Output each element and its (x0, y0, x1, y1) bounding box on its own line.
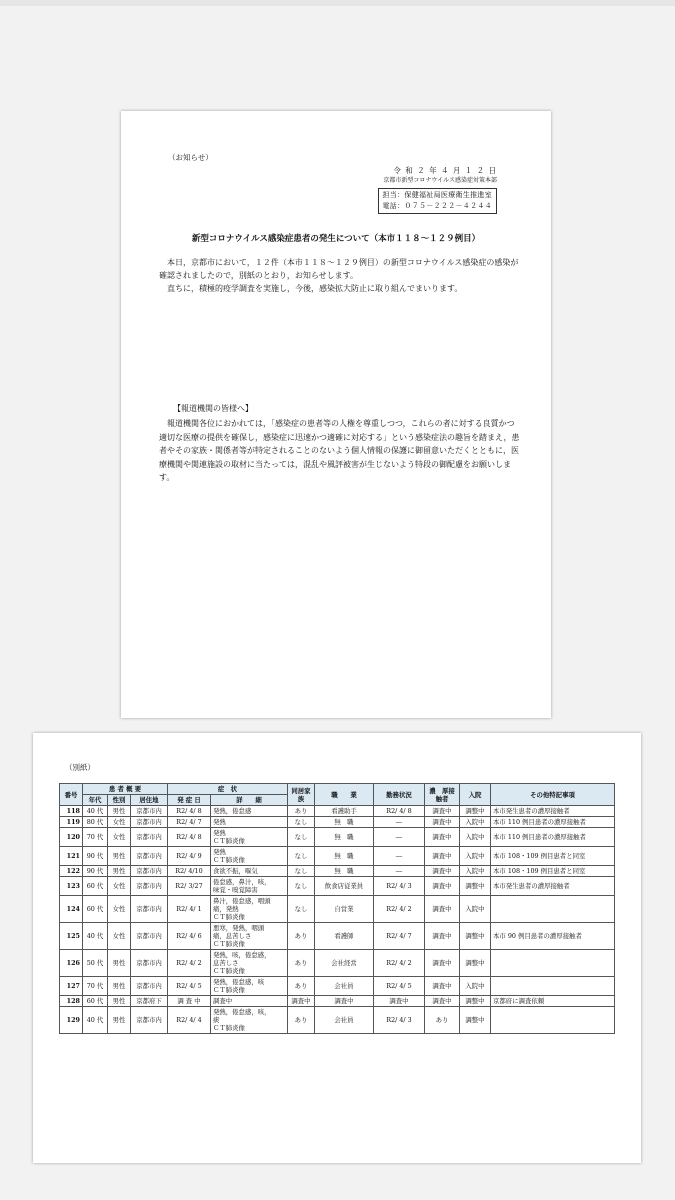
row-contact: 調査中 (425, 828, 460, 847)
header-detail: 詳 細 (211, 795, 288, 806)
row-residence: 京都市内 (131, 877, 168, 896)
row-residence: 京都市内 (131, 977, 168, 996)
row-residence: 京都市内 (131, 866, 168, 877)
header-contact: 濃 厚接触者 (425, 784, 460, 806)
row-age: 70 代 (83, 977, 108, 996)
row-sex: 男性 (108, 996, 131, 1007)
row-notes (491, 950, 615, 977)
row-symptoms: 発熱 (211, 817, 288, 828)
row-notes: 本市 110 例目患者の濃厚接触者 (491, 828, 615, 847)
row-job: 会社員 (315, 977, 374, 996)
row-onset: R2/ 4/ 6 (168, 923, 211, 950)
row-hospital: 調整中 (460, 923, 491, 950)
row-work: R2/ 4/ 2 (374, 896, 425, 923)
row-number: 123 (60, 877, 83, 896)
row-onset: R2/ 4/ 9 (168, 847, 211, 866)
row-family: なし (288, 847, 315, 866)
row-onset: R2/ 4/ 8 (168, 806, 211, 817)
row-job: 飲食店従業員 (315, 877, 374, 896)
row-number: 126 (60, 950, 83, 977)
row-family: なし (288, 896, 315, 923)
row-contact: 調査中 (425, 996, 460, 1007)
row-symptoms: 発熱，咳，倦怠感， 息苦しさ ＣＴ肺炎像 (211, 950, 288, 977)
row-hospital: 入院中 (460, 847, 491, 866)
media-heading: 【報道機関の皆様へ】 (173, 404, 253, 413)
row-job: 会社経営 (315, 950, 374, 977)
row-sex: 男性 (108, 950, 131, 977)
table-row (60, 877, 615, 896)
row-work: R2/ 4/ 3 (374, 877, 425, 896)
row-family: なし (288, 866, 315, 877)
table-row (60, 817, 615, 828)
row-family: あり (288, 923, 315, 950)
row-number: 122 (60, 866, 83, 877)
row-work: R2/ 4/ 7 (374, 923, 425, 950)
row-sex: 男性 (108, 977, 131, 996)
body-paragraph: 本日，京都市において，１２件（本市１１８～１２９例目）の新型コロナウイルス感染症の感染が確認されましたので，別紙のとおり，お知らせします。 (159, 258, 519, 280)
row-family: 調査中 (288, 996, 315, 1007)
row-symptoms: 調査中 (211, 996, 288, 1007)
row-work: ― (374, 817, 425, 828)
document-title: 新型コロナウイルス感染症患者の発生について（本市１１８～１２９例目） (191, 234, 481, 244)
header-no: 番号 (60, 784, 83, 806)
header-age: 年代 (83, 795, 108, 806)
row-job: 会社員 (315, 1007, 374, 1034)
row-symptoms: 倦怠感，鼻汁，咳， 味覚・嗅覚障害 (211, 877, 288, 896)
row-job: 自営業 (315, 896, 374, 923)
table-row (60, 896, 615, 923)
row-number: 118 (60, 806, 83, 817)
row-symptoms: 発熱 ＣＴ肺炎像 (211, 847, 288, 866)
row-contact: 調査中 (425, 977, 460, 996)
row-family: なし (288, 817, 315, 828)
row-number: 124 (60, 896, 83, 923)
media-notice (159, 417, 521, 485)
row-job: 調査中 (315, 996, 374, 1007)
row-notes: 本市発生患者の濃厚接触者 (491, 806, 615, 817)
header-hospital: 入院 (460, 784, 491, 806)
row-contact: 調査中 (425, 950, 460, 977)
body-text (159, 256, 519, 295)
row-job: 無 職 (315, 847, 374, 866)
row-job: 無 職 (315, 817, 374, 828)
table-row (60, 977, 615, 996)
row-contact: 調査中 (425, 817, 460, 828)
row-sex: 女性 (108, 923, 131, 950)
header-sex: 性別 (108, 795, 131, 806)
patient-table (59, 783, 615, 1034)
row-sex: 男性 (108, 1007, 131, 1034)
issuer-org: 京都市新型コロナウイルス感染症対策本部 (383, 177, 497, 184)
row-notes (491, 896, 615, 923)
row-notes (491, 1007, 615, 1034)
body-paragraph: 直ちに，積極的疫学調査を実施し，今後，感染拡大防止に取り組んでまいります。 (167, 284, 463, 293)
row-residence: 京都市内 (131, 817, 168, 828)
header-residence: 居住地 (131, 795, 168, 806)
row-number: 119 (60, 817, 83, 828)
row-onset: R2/ 4/10 (168, 866, 211, 877)
row-job: 看護助手 (315, 806, 374, 817)
contact-department: 担当：保健福祉局医療衛生推進室 (382, 191, 492, 199)
table-row (60, 847, 615, 866)
row-symptoms: 鼻汁，倦怠感，咽頭 痛，発熱 ＣＴ肺炎像 (211, 896, 288, 923)
row-age: 40 代 (83, 806, 108, 817)
row-residence: 京都府下 (131, 996, 168, 1007)
row-job: 看護師 (315, 923, 374, 950)
contact-box (378, 188, 498, 214)
header-symptoms: 症 状 (168, 784, 288, 795)
row-age: 60 代 (83, 996, 108, 1007)
table-row (60, 923, 615, 950)
row-residence: 京都市内 (131, 1007, 168, 1034)
row-contact: 調査中 (425, 847, 460, 866)
row-number: 120 (60, 828, 83, 847)
table-row (60, 828, 615, 847)
row-contact: 調査中 (425, 923, 460, 950)
row-onset: 調 査 中 (168, 996, 211, 1007)
row-work: 調査中 (374, 996, 425, 1007)
row-contact: 調査中 (425, 896, 460, 923)
viewer-top-bar (0, 0, 675, 6)
row-symptoms: 食欲不振，嘔気 (211, 866, 288, 877)
row-residence: 京都市内 (131, 950, 168, 977)
row-work: R2/ 4/ 5 (374, 977, 425, 996)
row-sex: 女性 (108, 896, 131, 923)
row-onset: R2/ 4/ 4 (168, 1007, 211, 1034)
row-residence: 京都市内 (131, 828, 168, 847)
header-job: 職 業 (315, 784, 374, 806)
row-notes: 本市 110 例目患者の濃厚接触者 (491, 817, 615, 828)
table-row (60, 996, 615, 1007)
row-number: 121 (60, 847, 83, 866)
issuer-block (347, 166, 497, 214)
row-sex: 男性 (108, 866, 131, 877)
row-work: R2/ 4/ 2 (374, 950, 425, 977)
row-contact: あり (425, 1007, 460, 1034)
row-work: ― (374, 847, 425, 866)
row-work: R2/ 4/ 3 (374, 1007, 425, 1034)
row-number: 127 (60, 977, 83, 996)
row-family: あり (288, 806, 315, 817)
row-notes: 本市発生患者の濃厚接触者 (491, 877, 615, 896)
row-onset: R2/ 4/ 5 (168, 977, 211, 996)
row-contact: 調査中 (425, 806, 460, 817)
row-notes: 本市 90 例目患者の濃厚接触者 (491, 923, 615, 950)
row-onset: R2/ 4/ 1 (168, 896, 211, 923)
notice-label: （お知らせ） (168, 153, 213, 162)
annex-label: （別紙） (65, 763, 95, 772)
row-family: あり (288, 1007, 315, 1034)
row-residence: 京都市内 (131, 896, 168, 923)
row-age: 40 代 (83, 1007, 108, 1034)
row-hospital: 入院中 (460, 828, 491, 847)
row-notes: 京都府に調査依頼 (491, 996, 615, 1007)
row-symptoms: 発熱，倦怠感 (211, 806, 288, 817)
row-symptoms: 発熱，倦怠感，咳 ＣＴ肺炎像 (211, 977, 288, 996)
table-row (60, 866, 615, 877)
header-family: 同居家族 (288, 784, 315, 806)
row-age: 70 代 (83, 828, 108, 847)
header-patient-summary: 患 者 概 要 (83, 784, 168, 795)
row-hospital: 調整中 (460, 996, 491, 1007)
row-sex: 女性 (108, 877, 131, 896)
row-hospital: 調整中 (460, 877, 491, 896)
row-age: 60 代 (83, 896, 108, 923)
header-onset: 発 症 日 (168, 795, 211, 806)
row-hospital: 調整中 (460, 1007, 491, 1034)
row-hospital: 調整中 (460, 950, 491, 977)
row-onset: R2/ 4/ 7 (168, 817, 211, 828)
table-row (60, 806, 615, 817)
row-notes: 本市 108・109 例目患者と同室 (491, 847, 615, 866)
row-work: ― (374, 866, 425, 877)
contact-phone: 電話：０７５－２２２－４２４４ (382, 202, 492, 210)
row-hospital: 調整中 (460, 806, 491, 817)
row-job: 無 職 (315, 866, 374, 877)
row-symptoms: 悪寒，発熱，咽頭 痛，息苦しさ ＣＴ肺炎像 (211, 923, 288, 950)
header-notes: その他特記事項 (491, 784, 615, 806)
document-page-2 (33, 733, 641, 1163)
table-row (60, 1007, 615, 1034)
row-family: あり (288, 950, 315, 977)
row-age: 50 代 (83, 950, 108, 977)
row-family: なし (288, 828, 315, 847)
row-hospital: 入院中 (460, 977, 491, 996)
row-symptoms: 発熱，倦怠感，咳， 痰 ＣＴ肺炎像 (211, 1007, 288, 1034)
issue-date: 令 和 ２ 年 ４ 月 １ ２ 日 (393, 166, 497, 175)
row-hospital: 入院中 (460, 817, 491, 828)
row-onset: R2/ 4/ 8 (168, 828, 211, 847)
row-age: 90 代 (83, 847, 108, 866)
row-residence: 京都市内 (131, 847, 168, 866)
row-symptoms: 発熱 ＣＴ肺炎像 (211, 828, 288, 847)
document-page-1 (121, 111, 551, 718)
row-hospital: 入院中 (460, 896, 491, 923)
row-contact: 調査中 (425, 877, 460, 896)
row-age: 80 代 (83, 817, 108, 828)
row-sex: 女性 (108, 828, 131, 847)
media-paragraph: 報道機関各位におかれては，「感染症の患者等の人権を尊重しつつ，これらの者に対する良質かつ適切な医療の提供を確保し，感染症に迅速かつ適確に対応する」という感染症法の趣旨を踏まえ，患者やその家族・関係者等が特定されることのないよう個人情報の保護に御留意いただくとともに，医療機関や関連施設の取材に当たっては，混乱や風評被害が生じないよう特段の御配慮をお願いします。 (159, 419, 520, 482)
row-residence: 京都市内 (131, 806, 168, 817)
row-number: 125 (60, 923, 83, 950)
row-notes (491, 977, 615, 996)
row-sex: 男性 (108, 806, 131, 817)
row-work: ― (374, 828, 425, 847)
header-work: 勤務状況 (374, 784, 425, 806)
row-sex: 男性 (108, 847, 131, 866)
row-age: 60 代 (83, 877, 108, 896)
row-hospital: 入院中 (460, 866, 491, 877)
row-family: あり (288, 977, 315, 996)
row-residence: 京都市内 (131, 923, 168, 950)
row-notes: 本市 108・109 例目患者と同室 (491, 866, 615, 877)
row-age: 90 代 (83, 866, 108, 877)
row-number: 129 (60, 1007, 83, 1034)
row-contact: 調査中 (425, 866, 460, 877)
table-row (60, 950, 615, 977)
row-age: 40 代 (83, 923, 108, 950)
row-work: R2/ 4/ 8 (374, 806, 425, 817)
row-job: 無 職 (315, 828, 374, 847)
row-family: なし (288, 877, 315, 896)
row-onset: R2/ 4/ 2 (168, 950, 211, 977)
row-onset: R2/ 3/27 (168, 877, 211, 896)
row-number: 128 (60, 996, 83, 1007)
row-sex: 女性 (108, 817, 131, 828)
